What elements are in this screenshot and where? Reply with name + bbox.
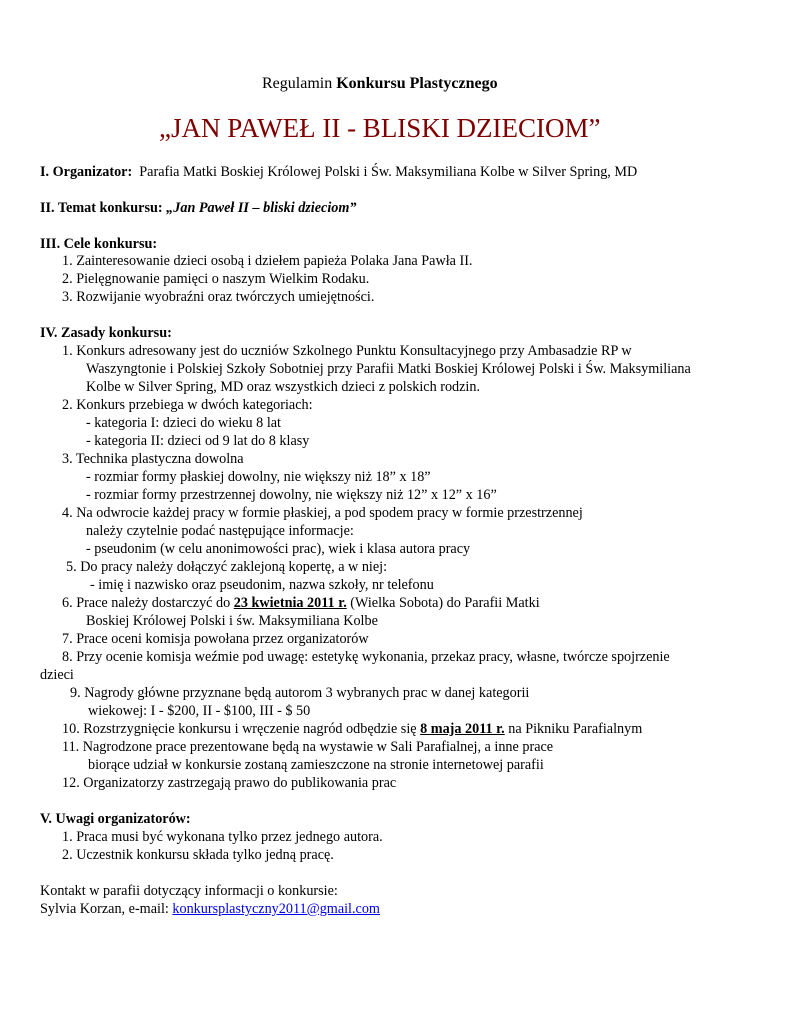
rule-line: 3. Technika plastyczna dowolna <box>62 451 244 467</box>
rule-line: biorące udział w konkursie zostaną zamieszczone na stronie internetowej parafii <box>88 757 544 773</box>
rule-line: - kategoria I: dzieci do wieku 8 lat <box>86 415 282 431</box>
rule-line: 8. Przy ocenie komisja weźmie pod uwagę: estetykę wykonania, przekaz pracy, własne, twórcze spojrzenie <box>62 649 670 665</box>
organizer-text: Parafia Matki Boskiej Królowej Polski i Św. Maksymiliana Kolbe w Silver Spring, MD <box>139 164 638 180</box>
rule-line: Boskiej Królowej Polski i św. Maksymiliana Kolbe <box>86 613 378 629</box>
rule-line: - rozmiar formy przestrzennej dowolny, nie większy niż 12” x 12” x 16” <box>86 487 497 503</box>
rule-line: - rozmiar formy płaskiej dowolny, nie większy niż 18” x 18” <box>86 469 431 485</box>
rule-line: 5. Do pracy należy dołączyć zaklejoną kopertę, a w niej: <box>66 559 388 575</box>
contact-email-line <box>40 900 380 918</box>
organizer-line <box>40 163 637 181</box>
header-bold: Konkursu Plastycznego <box>336 75 498 92</box>
goals-label: III. Cele konkursu: <box>40 236 158 252</box>
rule-text: (Wielka Sobota) do Parafii Matki <box>346 595 540 611</box>
remarks-item: 2. Uczestnik konkursu składa tylko jedną pracę. <box>62 847 334 863</box>
rule-line: dzieci <box>40 667 74 683</box>
contact-line: Kontakt w parafii dotyczący informacji o konkursie: <box>40 883 338 899</box>
rules-label: IV. Zasady konkursu: <box>40 325 172 341</box>
rule-line: 7. Prace oceni komisja powołana przez organizatorów <box>62 631 369 647</box>
topic-line <box>40 199 357 217</box>
topic-label: II. Temat konkursu: <box>40 200 163 216</box>
rule-line: 4. Na odwrocie każdej pracy w formie płaskiej, a pod spodem pracy w formie przestrzennej <box>62 505 583 521</box>
rule-line: 12. Organizatorzy zastrzegają prawo do publikowania prac <box>62 775 397 791</box>
rule-line: - imię i nazwisko oraz pseudonim, nazwa szkoły, nr telefonu <box>90 577 434 593</box>
rule-line: - kategoria II: dzieci od 9 lat do 8 klasy <box>86 433 310 449</box>
rule-line: 1. Konkurs adresowany jest do uczniów Szkolnego Punktu Konsultacyjnego przy Ambasadzie RP w <box>62 343 632 359</box>
rule-line: Kolbe w Silver Spring, MD oraz wszystkich dzieci z polskich rodzin. <box>86 379 481 395</box>
page-title: „JAN PAWEŁ II - BLISKI DZIECIOM” <box>159 113 601 143</box>
goals-item: 2. Pielęgnowanie pamięci o naszym Wielkim Rodaku. <box>62 271 370 287</box>
rule-line: 2. Konkurs przebiega w dwóch kategoriach: <box>62 397 313 413</box>
rule-line <box>62 594 540 612</box>
header-prefix: Regulamin <box>262 75 333 92</box>
rule-line: - pseudonim (w celu anonimowości prac), wiek i klasa autora pracy <box>86 541 471 557</box>
organizer-label: I. Organizator: <box>40 164 133 180</box>
header-subtitle <box>262 74 498 94</box>
rule-text: na Pikniku Parafialnym <box>504 721 643 737</box>
rule-line: 9. Nagrody główne przyznane będą autorom 3 wybranych prac w danej kategorii <box>70 685 530 701</box>
contact-name: Sylvia Korzan, e-mail: <box>40 901 173 917</box>
remarks-item: 1. Praca musi być wykonana tylko przez jednego autora. <box>62 829 383 845</box>
award-date: 8 maja 2011 r. <box>420 721 505 737</box>
rule-text: 6. Prace należy dostarczyć do <box>62 595 234 611</box>
rule-line: Waszyngtonie i Polskiej Szkoły Sobotniej przy Parafii Matki Boskiej Królowej Polski i Św. Maksymiliana <box>86 361 691 377</box>
remarks-label: V. Uwagi organizatorów: <box>40 811 191 827</box>
goals-item: 3. Rozwijanie wyobraźni oraz twórczych umiejętności. <box>62 289 375 305</box>
email-link[interactable]: konkursplastyczny2011@gmail.com <box>172 901 380 917</box>
rule-line <box>62 720 642 738</box>
deadline-date: 23 kwietnia 2011 r. <box>233 595 347 611</box>
rule-text: 10. Rozstrzygnięcie konkursu i wręczenie nagród odbędzie się <box>62 721 421 737</box>
topic-text: „Jan Paweł II – bliski dzieciom” <box>166 200 357 216</box>
rule-line: należy czytelnie podać następujące informacje: <box>86 523 354 539</box>
rule-line: 11. Nagrodzone prace prezentowane będą na wystawie w Sali Parafialnej, a inne prace <box>62 739 554 755</box>
rule-line: wiekowej: I - $200, II - $100, III - $ 50 <box>88 703 311 719</box>
goals-item: 1. Zainteresowanie dzieci osobą i dziełem papieża Polaka Jana Pawła II. <box>62 253 473 269</box>
